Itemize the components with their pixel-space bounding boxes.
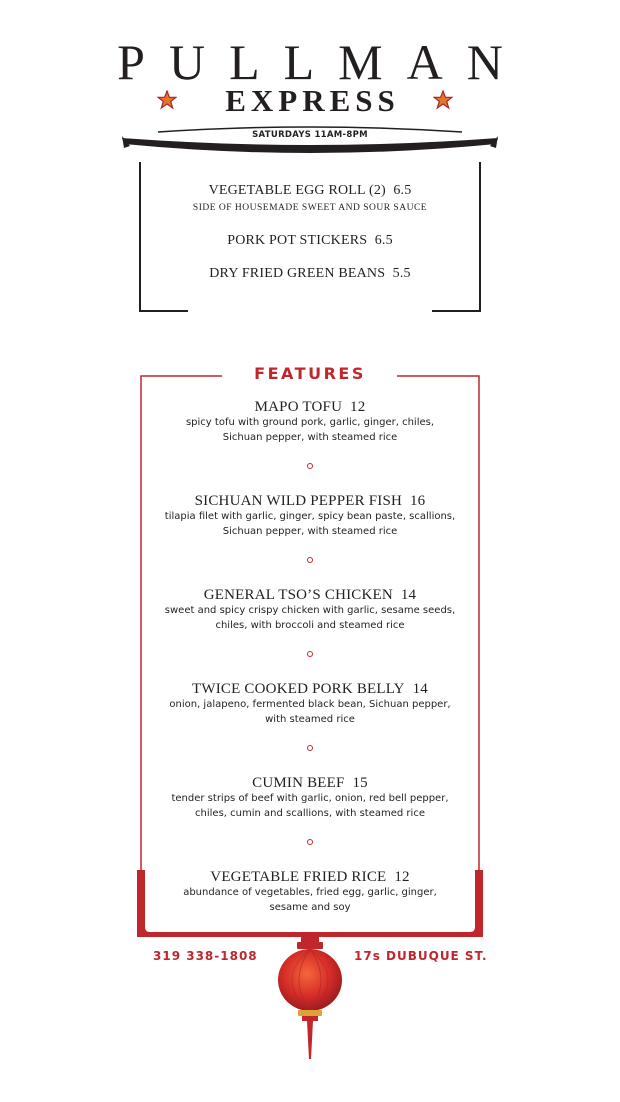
dish-title xyxy=(0,774,620,792)
dish-twice-cooked-pork-belly xyxy=(0,680,620,727)
item-name: DRY FRIED GREEN BEANS xyxy=(209,266,386,281)
dish-price: 14 xyxy=(400,587,417,603)
hours-label: SATURDAYS 11AM-8PM xyxy=(252,130,368,140)
menu-item-dry-fried-green-beans xyxy=(0,266,620,282)
dish-desc-line: abundance of vegetables, fried egg, garlic, ginger, xyxy=(183,887,437,898)
item-price: 6.5 xyxy=(374,233,393,248)
dish-desc-line: Sichuan pepper, with steamed rice xyxy=(222,431,398,443)
dish-name: CUMIN BEEF xyxy=(252,775,345,791)
separator-dot xyxy=(307,463,313,469)
phone-number: 319 338-1808 xyxy=(153,949,258,963)
separator-dot xyxy=(307,557,313,563)
dish-mapo-tofu xyxy=(0,398,620,445)
separator-dot xyxy=(307,745,313,751)
item-name: PORK POT STICKERS xyxy=(227,233,368,248)
dish-desc-line: sesame and soy xyxy=(269,901,351,913)
dish-title xyxy=(0,680,620,698)
item-name: VEGETABLE EGG ROLL (2) xyxy=(208,183,386,198)
dish-desc-line: Sichuan pepper, with steamed rice xyxy=(222,525,398,537)
dish-title xyxy=(0,586,620,604)
dish-title xyxy=(0,492,620,510)
features-heading: FEATURES xyxy=(254,364,366,383)
restaurant-subtitle: EXPRESS xyxy=(225,83,400,118)
star-icon xyxy=(157,90,177,110)
separator-dot xyxy=(307,839,313,845)
dish-name: VEGETABLE FRIED RICE xyxy=(210,869,387,885)
dish-price: 12 xyxy=(394,869,410,885)
dish-general-tsos-chicken xyxy=(0,586,620,633)
dish-desc-line: with steamed rice xyxy=(265,713,355,725)
dish-title xyxy=(0,398,620,416)
dish-desc-line: tilapia filet with garlic, ginger, spicy bean paste, scallions, xyxy=(164,511,456,522)
menu-item-vegetable-egg-roll xyxy=(0,183,620,199)
dish-name: GENERAL TSO’S CHICKEN xyxy=(203,587,393,603)
street-address: 17s DUBUQUE ST. xyxy=(354,949,488,963)
dish-name: SICHUAN WILD PEPPER FISH xyxy=(194,493,403,509)
dish-sichuan-wild-pepper-fish xyxy=(0,492,620,539)
item-note: SIDE OF HOUSEMADE SWEET AND SOUR SAUCE xyxy=(192,203,428,213)
dish-title xyxy=(0,868,620,886)
item-price: 6.5 xyxy=(393,183,412,198)
dish-desc-line: tender strips of beef with garlic, onion, red bell pepper, xyxy=(171,793,449,804)
dish-price: 16 xyxy=(409,493,426,509)
star-icon xyxy=(433,90,453,110)
dish-vegetable-fried-rice xyxy=(0,868,620,915)
item-price: 5.5 xyxy=(392,266,411,281)
restaurant-title: PULLMAN xyxy=(117,34,527,90)
dish-price: 14 xyxy=(412,681,428,697)
dish-name: MAPO TOFU xyxy=(254,399,343,415)
dish-desc-line: spicy tofu with ground pork, garlic, ginger, chiles, xyxy=(185,417,435,428)
dish-desc-line: onion, jalapeno, fermented black bean, Sichuan pepper, xyxy=(169,699,451,710)
dish-desc-line: sweet and spicy crispy chicken with garlic, sesame seeds, xyxy=(164,605,456,616)
dish-desc-line: chiles, cumin and scallions, with steamed rice xyxy=(195,807,425,819)
menu-item-pork-pot-stickers xyxy=(0,233,620,249)
dish-name: TWICE COOKED PORK BELLY xyxy=(192,681,405,697)
dish-desc-line: chiles, with broccoli and steamed rice xyxy=(215,619,405,631)
dish-price: 15 xyxy=(352,775,368,791)
dish-price: 12 xyxy=(350,399,366,415)
dish-cumin-beef xyxy=(0,774,620,821)
separator-dot xyxy=(307,651,313,657)
lantern-icon xyxy=(270,937,350,1062)
